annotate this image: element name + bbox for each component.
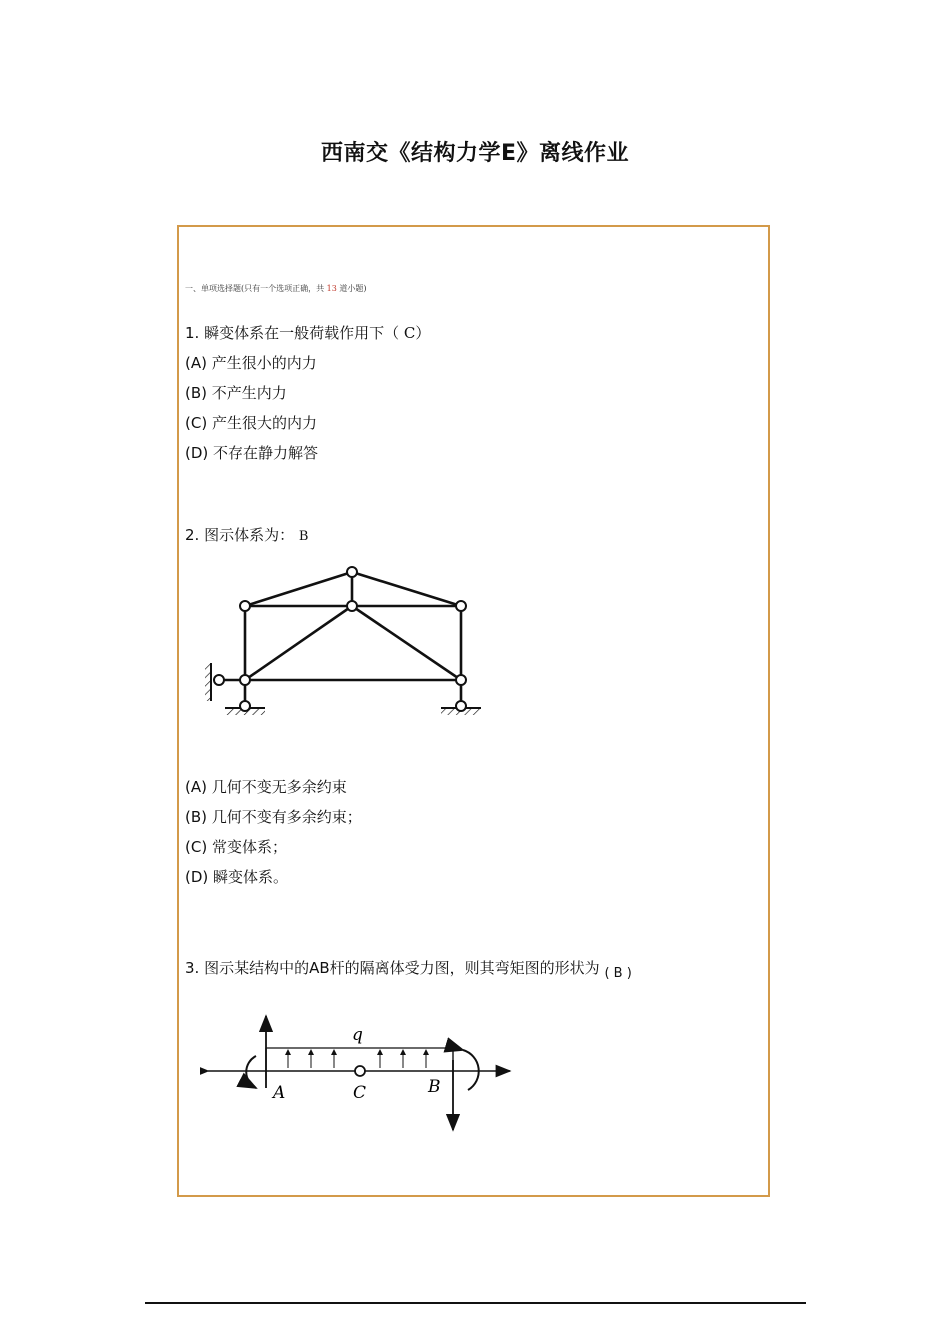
question-1: 1. 瞬变体系在一般荷载作用下（ C） — [185, 324, 431, 342]
label-c: C — [353, 1083, 367, 1103]
label-q: q — [352, 1025, 363, 1045]
q2-option-b: (B) 几何不变有多余约束； — [185, 808, 362, 826]
q1-option-a: (A) 产生很小的内力 — [185, 354, 317, 372]
page-title: 西南交《结构力学E》离线作业 — [320, 141, 630, 166]
q1-option-b: (B) 不产生内力 — [185, 384, 287, 402]
footer-rule — [145, 1302, 806, 1304]
truss-figure — [195, 560, 495, 730]
distributed-load-arrows — [288, 1050, 426, 1068]
question-2-answer: B — [298, 529, 309, 544]
q2-option-a: (A) 几何不变无多余约束 — [185, 778, 347, 796]
truss-hinges — [214, 567, 466, 711]
question-1-answer: （ C） — [384, 324, 431, 342]
q2-option-d: (D) 瞬变体系。 — [185, 868, 289, 886]
label-b: B — [428, 1077, 441, 1097]
section-heading: 一、单项选择题(只有一个选项正确，共 13 道小题) — [185, 284, 367, 293]
q1-option-c: (C) 产生很大的内力 — [185, 414, 317, 432]
q2-option-c: (C) 常变体系； — [185, 838, 287, 856]
q1-option-d: (D) 不存在静力解答 — [185, 444, 319, 462]
hinge-c — [355, 1066, 365, 1076]
left-wall-support — [205, 663, 211, 701]
truss-members — [219, 572, 461, 706]
question-3: 3. 图示某结构中的AB杆的隔离体受力图，则其弯矩图的形状为 ( B ) — [185, 959, 632, 981]
beam-figure — [200, 1010, 520, 1135]
label-a: A — [273, 1083, 286, 1103]
question-2: 2. 图示体系为： B — [185, 526, 309, 544]
question-3-answer: ( B ) — [604, 966, 632, 981]
question-count: 13 — [326, 284, 337, 293]
